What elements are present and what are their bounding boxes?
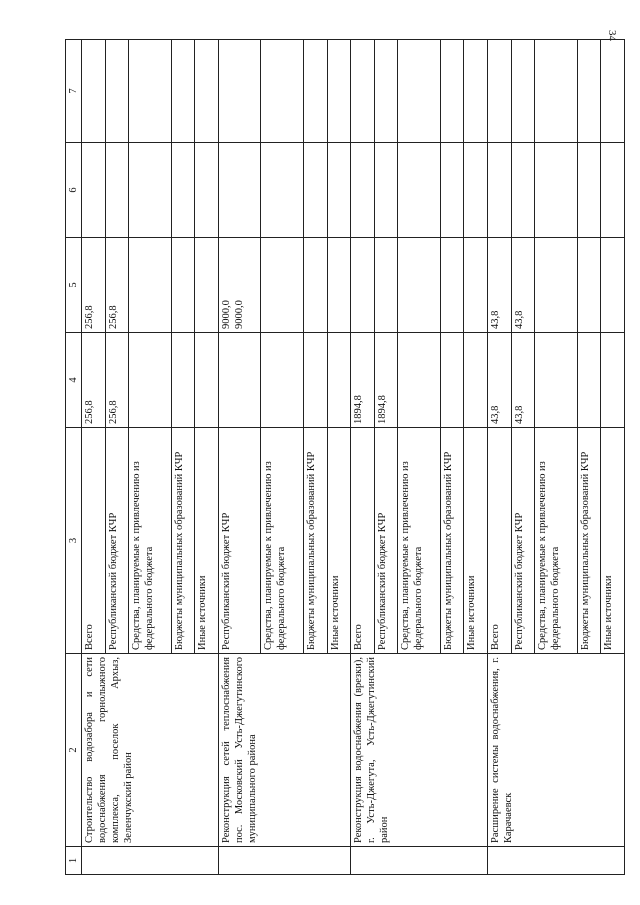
amount-cell [398, 238, 441, 333]
amount-cell [351, 40, 375, 143]
amount-cell [577, 333, 601, 428]
amount-cell [171, 40, 195, 143]
funding-source: Республиканский бюджет КЧР [105, 428, 129, 654]
amount-cell [195, 238, 219, 333]
amount-cell [327, 333, 351, 428]
amount-cell [440, 238, 464, 333]
amount-cell [218, 40, 261, 143]
amount-cell [464, 143, 488, 238]
amount-cell [304, 143, 328, 238]
amount-cell: 43,8 [488, 238, 512, 333]
amount-cell: 256,8 [82, 333, 106, 428]
rotated-table-container [65, 40, 625, 875]
column-header: 3 [66, 428, 82, 654]
funding-source: Бюджеты муниципальных образований КЧР [304, 428, 328, 654]
funding-source: Всего [82, 428, 106, 654]
amount-cell [351, 238, 375, 333]
amount-cell: 43,8 [511, 333, 535, 428]
amount-cell [218, 143, 261, 238]
amount-cell [577, 143, 601, 238]
amount-cell [129, 40, 172, 143]
funding-source: Республиканский бюджет КЧР [511, 428, 535, 654]
amount-cell [535, 40, 578, 143]
column-header: 4 [66, 333, 82, 428]
amount-cell: 1894,8 [351, 333, 375, 428]
funding-source: Средства, планируемые к привлечению из федерального бюджета [129, 428, 172, 654]
funding-source: Иные источники [327, 428, 351, 654]
amount-cell [601, 143, 625, 238]
amount-cell [398, 333, 441, 428]
amount-cell [601, 40, 625, 143]
amount-cell [261, 143, 304, 238]
funding-source: Бюджеты муниципальных образований КЧР [171, 428, 195, 654]
amount-cell [511, 143, 535, 238]
amount-cell [171, 143, 195, 238]
amount-cell [440, 333, 464, 428]
amount-cell [440, 40, 464, 143]
amount-cell [82, 40, 106, 143]
amount-cell [261, 40, 304, 143]
project-description: Строительство водозабора и сети водоснабжения горнолыжного комплекса, поселок Архыз, Зеленчукский район [82, 654, 219, 847]
amount-cell: 9000,0 9000,0 [218, 238, 261, 333]
project-number [351, 847, 488, 875]
project-description: Реконструкция сетей теплоснабжения пос. Московский Усть-Джегутинского муниципального района [218, 654, 350, 847]
amount-cell [577, 40, 601, 143]
table-row [218, 40, 261, 875]
amount-cell [577, 238, 601, 333]
funding-source: Всего [351, 428, 375, 654]
amount-cell [488, 143, 512, 238]
funding-source: Бюджеты муниципальных образований КЧР [577, 428, 601, 654]
project-description: Расширение системы водоснабжения, г. Карачаевск [488, 654, 625, 847]
column-header: 1 [66, 847, 82, 875]
amount-cell [601, 333, 625, 428]
amount-cell [535, 333, 578, 428]
amount-cell [351, 143, 375, 238]
amount-cell [464, 40, 488, 143]
funding-source: Республиканский бюджет КЧР [218, 428, 261, 654]
project-number [218, 847, 350, 875]
amount-cell [535, 238, 578, 333]
amount-cell [511, 40, 535, 143]
funding-table [65, 39, 625, 875]
amount-cell [195, 333, 219, 428]
amount-cell [374, 40, 398, 143]
amount-cell [129, 238, 172, 333]
amount-cell [195, 143, 219, 238]
amount-cell [327, 238, 351, 333]
funding-source: Иные источники [195, 428, 219, 654]
amount-cell [261, 238, 304, 333]
amount-cell [440, 143, 464, 238]
amount-cell: 256,8 [105, 333, 129, 428]
amount-cell [195, 40, 219, 143]
column-header: 5 [66, 238, 82, 333]
amount-cell: 43,8 [488, 333, 512, 428]
funding-source: Иные источники [601, 428, 625, 654]
column-header: 6 [66, 143, 82, 238]
table-row [351, 40, 375, 875]
funding-source: Всего [488, 428, 512, 654]
amount-cell [129, 333, 172, 428]
amount-cell [374, 143, 398, 238]
project-description: Реконструкция водоснабжения (врезки), г. Усть-Джегута, Усть-Джегутинский район [351, 654, 488, 847]
amount-cell [105, 143, 129, 238]
amount-cell [488, 40, 512, 143]
table-row [488, 40, 512, 875]
amount-cell [171, 238, 195, 333]
funding-source: Средства, планируемые к привлечению из федерального бюджета [261, 428, 304, 654]
funding-source: Республиканский бюджет КЧР [374, 428, 398, 654]
amount-cell [218, 333, 261, 428]
amount-cell [304, 333, 328, 428]
funding-source: Бюджеты муниципальных образований КЧР [440, 428, 464, 654]
amount-cell: 43,8 [511, 238, 535, 333]
amount-cell [105, 40, 129, 143]
amount-cell [464, 238, 488, 333]
amount-cell [464, 333, 488, 428]
amount-cell [398, 143, 441, 238]
amount-cell [374, 238, 398, 333]
amount-cell [304, 238, 328, 333]
table-row [82, 40, 106, 875]
amount-cell: 256,8 [105, 238, 129, 333]
column-header: 2 [66, 654, 82, 847]
project-number [488, 847, 625, 875]
amount-cell [82, 143, 106, 238]
amount-cell [304, 40, 328, 143]
column-header: 7 [66, 40, 82, 143]
amount-cell: 256,8 [82, 238, 106, 333]
amount-cell [327, 40, 351, 143]
amount-cell [261, 333, 304, 428]
funding-source: Средства, планируемые к привлечению из федерального бюджета [535, 428, 578, 654]
amount-cell [398, 40, 441, 143]
column-number-row [66, 40, 82, 875]
project-number [82, 847, 219, 875]
amount-cell [129, 143, 172, 238]
amount-cell [535, 143, 578, 238]
page-number: 34 [606, 30, 618, 41]
amount-cell: 1894,8 [374, 333, 398, 428]
funding-source: Средства, планируемые к привлечению из федерального бюджета [398, 428, 441, 654]
funding-source: Иные источники [464, 428, 488, 654]
amount-cell [601, 238, 625, 333]
amount-cell [171, 333, 195, 428]
amount-cell [327, 143, 351, 238]
